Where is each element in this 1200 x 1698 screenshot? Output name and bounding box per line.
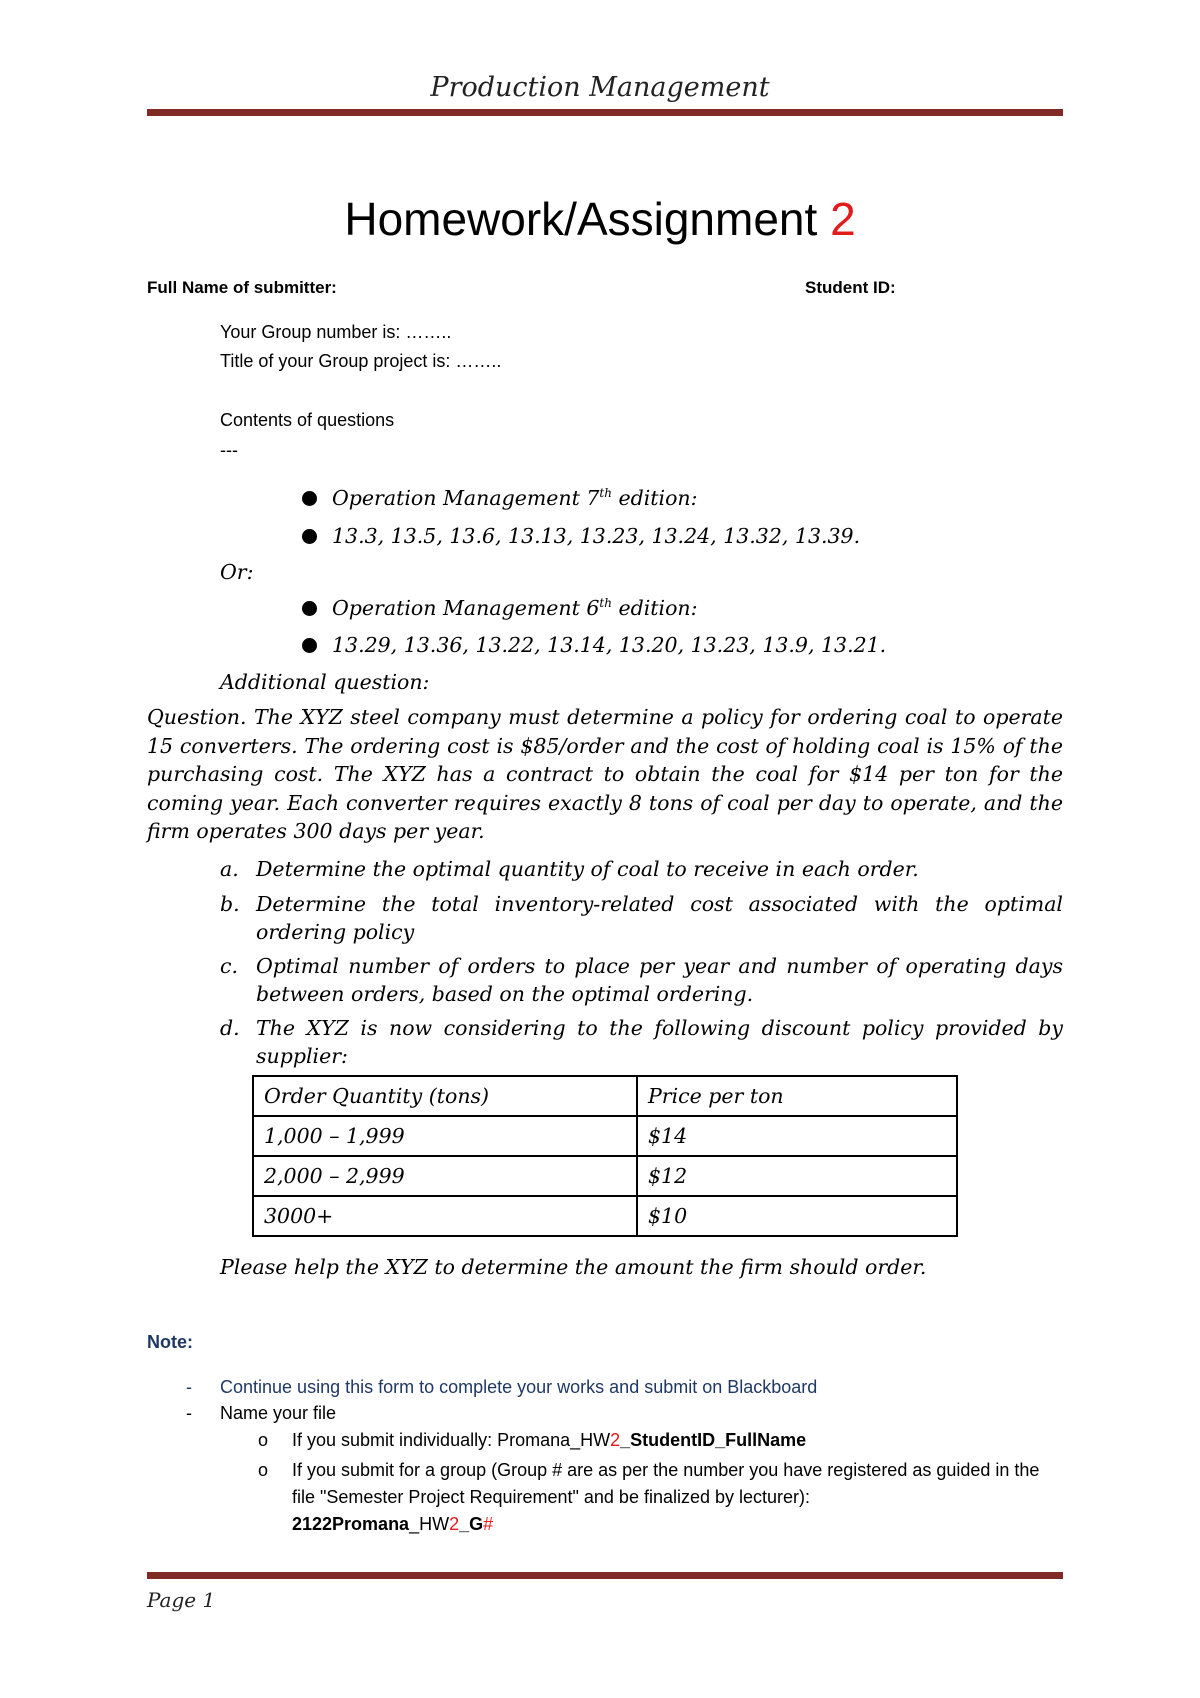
table-cell: $14 bbox=[637, 1116, 957, 1156]
note-line-group: o If you submit for a group (Group # are as per the number you have registered as guided in the file "Semester Project Requirement" and be finalized by lecturer): 2122Promana_HW2_G# bbox=[292, 1457, 1052, 1538]
table-header-row bbox=[253, 1076, 957, 1116]
page-number: Page 1 bbox=[147, 1588, 216, 1612]
table-cell: 3000+ bbox=[253, 1196, 637, 1236]
table-cell: 2,000 – 2,999 bbox=[253, 1156, 637, 1196]
dash-marker: - bbox=[186, 1403, 192, 1423]
discount-table bbox=[252, 1075, 958, 1237]
table-row bbox=[253, 1196, 957, 1236]
bullet-icon bbox=[302, 601, 317, 616]
table-header-cell: Price per ton bbox=[637, 1076, 957, 1116]
group-number-line: Your Group number is: …….. bbox=[220, 322, 452, 342]
note-line-name-file: - Name your file bbox=[186, 1403, 337, 1423]
sub-question-d: d. The XYZ is now considering to the following discount policy provided by supplier: bbox=[220, 1016, 1063, 1068]
footer-rule bbox=[147, 1572, 1063, 1579]
dash-marker: - bbox=[186, 1377, 192, 1397]
edition-7-problems: 13.3, 13.5, 13.6, 13.13, 13.23, 13.24, 13.32, 13.39. bbox=[332, 524, 860, 548]
document-title bbox=[0, 192, 1200, 246]
title-text: Homework/Assignment bbox=[344, 193, 831, 245]
table-row bbox=[253, 1116, 957, 1156]
table-cell: 1,000 – 1,999 bbox=[253, 1116, 637, 1156]
table-row bbox=[253, 1156, 957, 1196]
edition-6-title: Operation Management 6th edition: bbox=[332, 596, 698, 620]
sub-question-a: a. Determine the optimal quantity of coal to receive in each order. bbox=[220, 857, 919, 881]
title-number: 2 bbox=[830, 193, 856, 245]
table-cell: $12 bbox=[637, 1156, 957, 1196]
note-label: Note: bbox=[147, 1332, 193, 1352]
edition-6-problems: 13.29, 13.36, 13.22, 13.14, 13.20, 13.23, 13.9, 13.21. bbox=[332, 633, 886, 657]
help-text: Please help the XYZ to determine the amount the firm should order. bbox=[220, 1255, 927, 1279]
sub-question-b: b. Determine the total inventory-related cost associated with the optimal ordering policy bbox=[220, 892, 1063, 944]
dashes: --- bbox=[220, 440, 238, 460]
bullet-icon bbox=[302, 529, 317, 544]
note-line-individual: o If you submit individually: Promana_HW2_StudentID_FullName bbox=[258, 1430, 807, 1450]
table-cell: $10 bbox=[637, 1196, 957, 1236]
or-label: Or: bbox=[220, 560, 254, 584]
note-line-submit: - Continue using this form to complete your works and submit on Blackboard bbox=[186, 1377, 818, 1397]
circle-bullet-icon: o bbox=[258, 1430, 269, 1450]
bullet-icon bbox=[302, 491, 317, 506]
group-title-line: Title of your Group project is: …….. bbox=[220, 351, 502, 371]
sub-question-c: c. Optimal number of orders to place per year and number of operating days between orders, based on the optimal ordering. bbox=[220, 954, 1063, 1006]
full-name-label: Full Name of submitter: bbox=[147, 278, 337, 297]
bullet-icon bbox=[302, 638, 317, 653]
circle-bullet-icon: o bbox=[258, 1460, 269, 1480]
additional-question-label: Additional question: bbox=[220, 670, 430, 694]
contents-label: Contents of questions bbox=[220, 410, 395, 430]
edition-7-title: Operation Management 7th edition: bbox=[332, 486, 698, 510]
table-header-cell: Order Quantity (tons) bbox=[253, 1076, 637, 1116]
question-text: Question. The XYZ steel company must determine a policy for ordering coal to operate 15 converters. The ordering cost is $85/order and the cost of holding coal is 15% of the purchasing cost. The XYZ has a contract to obtain the coal for $14 per ton for the coming year. Each converter requires exactly 8 tons of coal per day to operate, and the firm operates 300 days per year. bbox=[147, 705, 1063, 843]
student-id-label: Student ID: bbox=[805, 278, 896, 297]
header-rule bbox=[147, 109, 1063, 116]
running-header: Production Management bbox=[430, 72, 770, 103]
